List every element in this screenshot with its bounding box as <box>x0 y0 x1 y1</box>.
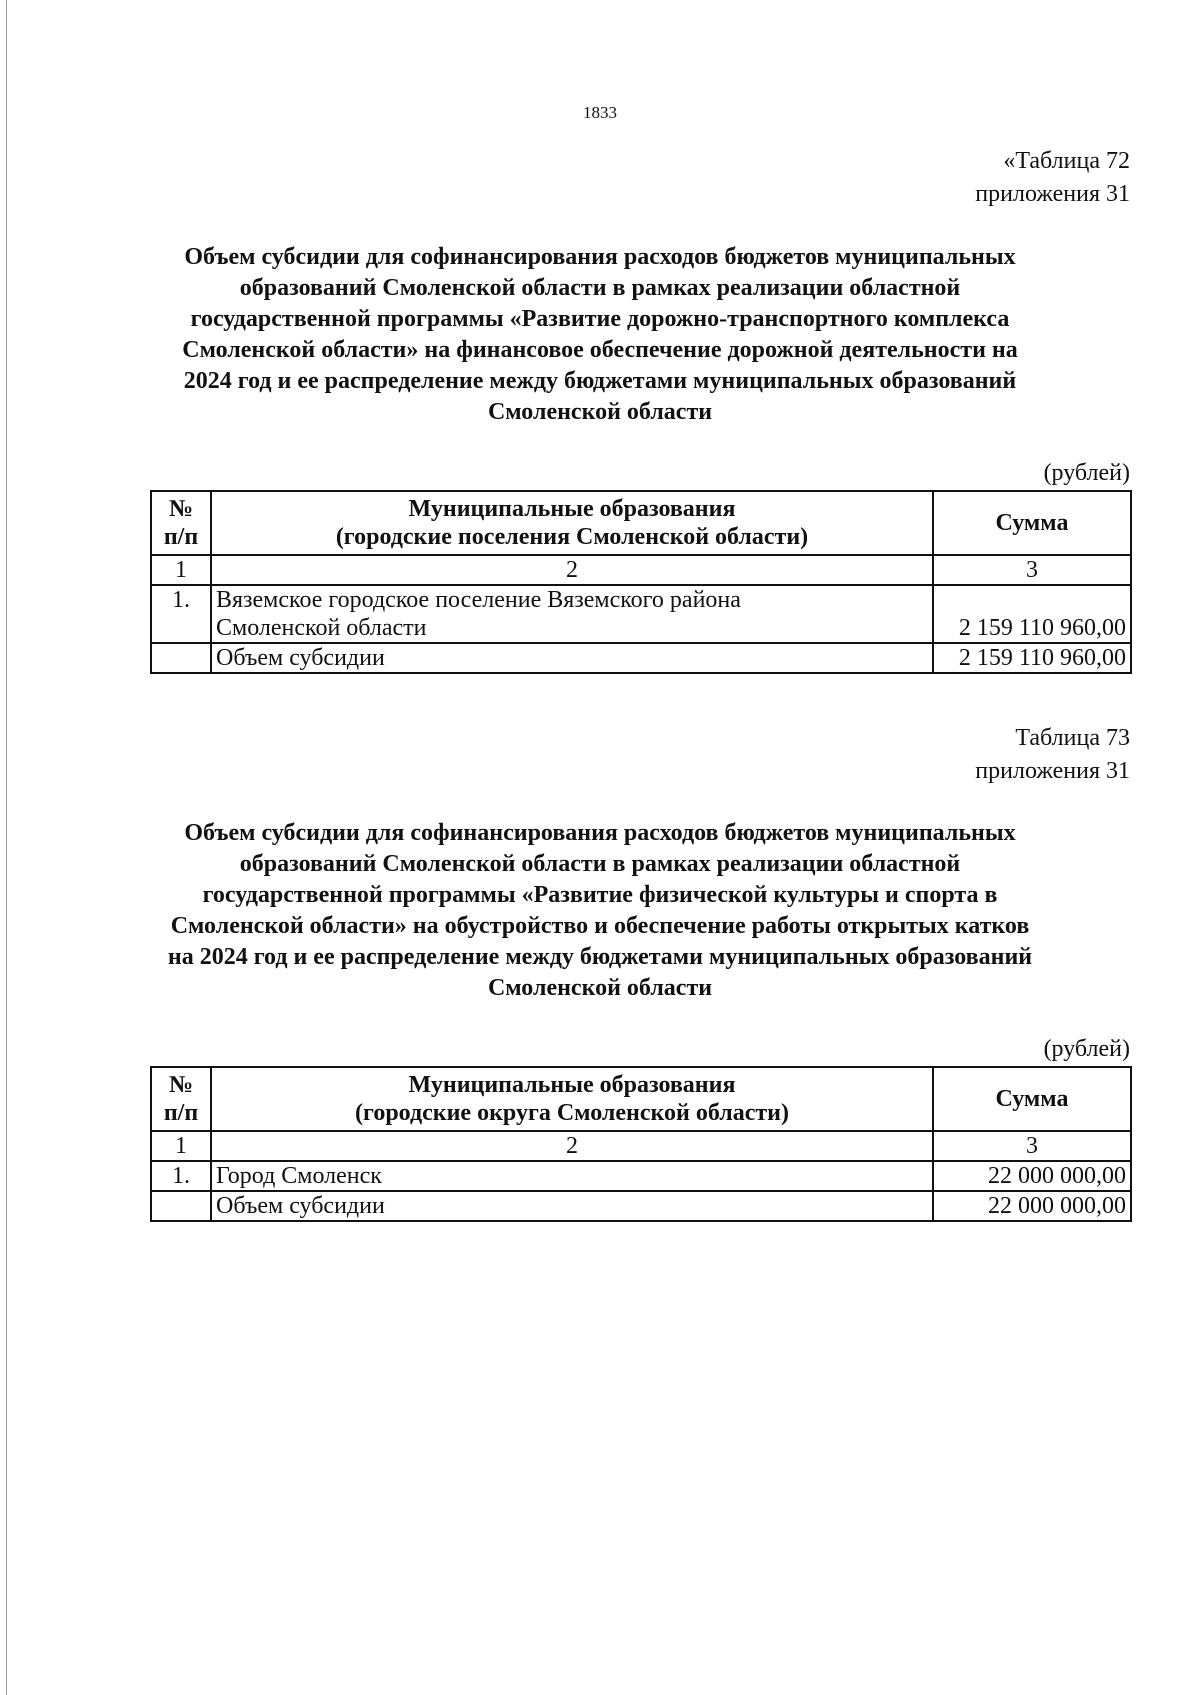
header-num-line2: п/п <box>163 1100 199 1126</box>
table73-title-line: Смоленской области» на обустройство и обеспечение работы открытых катков <box>170 913 1030 939</box>
header-name-line1: Муниципальные образования <box>408 1072 736 1098</box>
table72-caption-line2: приложения 31 <box>975 181 1130 207</box>
row-name: Город Смоленск <box>211 1161 933 1191</box>
index-cell: 3 <box>933 1131 1131 1161</box>
table72-header-row <box>151 491 1131 555</box>
row-num: 1. <box>151 1161 211 1191</box>
table73-title-line: Объем субсидии для софинансирования расходов бюджетов муниципальных <box>184 820 1016 846</box>
header-num-line1: № <box>168 496 194 522</box>
header-num-line1: № <box>168 1072 194 1098</box>
table73-title-line: на 2024 год и ее распределение между бюджетами муниципальных образований <box>167 944 1033 970</box>
index-cell: 2 <box>211 555 933 585</box>
table73-title-line: Смоленской области <box>487 975 713 1001</box>
table73-unit: (рублей) <box>1043 1036 1130 1062</box>
table72-title-line: Объем субсидии для софинансирования расходов бюджетов муниципальных <box>184 244 1016 270</box>
table73-caption-line1: Таблица 73 <box>1015 725 1130 751</box>
table72 <box>150 490 1132 674</box>
page-number: 1833 <box>583 103 617 122</box>
table72-unit: (рублей) <box>1043 460 1130 486</box>
header-name <box>211 491 933 555</box>
table73-title-line: государственной программы «Развитие физической культуры и спорта в <box>202 882 998 908</box>
row-name-line2: Смоленской области <box>216 615 427 641</box>
header-name <box>211 1067 933 1131</box>
table72-title-line: образований Смоленской области в рамках реализации областной <box>239 275 961 301</box>
header-num <box>151 491 211 555</box>
row-sum: 2 159 110 960,00 <box>933 585 1131 643</box>
table73-index-row <box>151 1131 1131 1161</box>
total-num-empty <box>151 643 211 673</box>
header-sum: Сумма <box>933 1067 1131 1131</box>
table73-total-row <box>151 1191 1131 1221</box>
table72-total-row <box>151 643 1131 673</box>
table72-title-line: 2024 год и ее распределение между бюджетами муниципальных образований <box>183 368 1017 394</box>
total-label: Объем субсидии <box>211 643 933 673</box>
table73 <box>150 1066 1132 1222</box>
index-cell: 2 <box>211 1131 933 1161</box>
table72-title-line: государственной программы «Развитие дорожно-транспортного комплекса <box>190 306 1010 332</box>
table73-caption-line2: приложения 31 <box>975 758 1130 784</box>
table73-header-row <box>151 1067 1131 1131</box>
header-name-line2: (городские округа Смоленской области) <box>355 1100 789 1126</box>
table72-title <box>140 242 1060 428</box>
total-label: Объем субсидии <box>211 1191 933 1221</box>
row-name <box>211 585 933 643</box>
header-name-line1: Муниципальные образования <box>408 496 736 522</box>
table72-caption-line1: «Таблица 72 <box>1003 148 1130 174</box>
header-name-line2: (городские поселения Смоленской области) <box>335 524 809 550</box>
index-cell: 3 <box>933 555 1131 585</box>
total-sum: 22 000 000,00 <box>933 1191 1131 1221</box>
header-num-line2: п/п <box>163 524 199 550</box>
scan-edge-line <box>6 0 7 1695</box>
table-row <box>151 585 1131 643</box>
row-name-line1: Вяземское городское поселение Вяземского района <box>216 587 741 613</box>
row-num: 1. <box>151 585 211 643</box>
table72-caption <box>975 145 1130 211</box>
total-sum: 2 159 110 960,00 <box>933 643 1131 673</box>
index-cell: 1 <box>151 555 211 585</box>
table73-title <box>140 818 1060 1004</box>
header-num <box>151 1067 211 1131</box>
row-sum: 22 000 000,00 <box>933 1161 1131 1191</box>
table73-caption <box>975 722 1130 788</box>
header-sum: Сумма <box>933 491 1131 555</box>
index-cell: 1 <box>151 1131 211 1161</box>
table-row <box>151 1161 1131 1191</box>
table72-title-line: Смоленской области <box>487 399 713 425</box>
total-num-empty <box>151 1191 211 1221</box>
table72-title-line: Смоленской области» на финансовое обеспечение дорожной деятельности на <box>182 337 1018 363</box>
table72-index-row <box>151 555 1131 585</box>
table73-title-line: образований Смоленской области в рамках реализации областной <box>239 851 961 877</box>
